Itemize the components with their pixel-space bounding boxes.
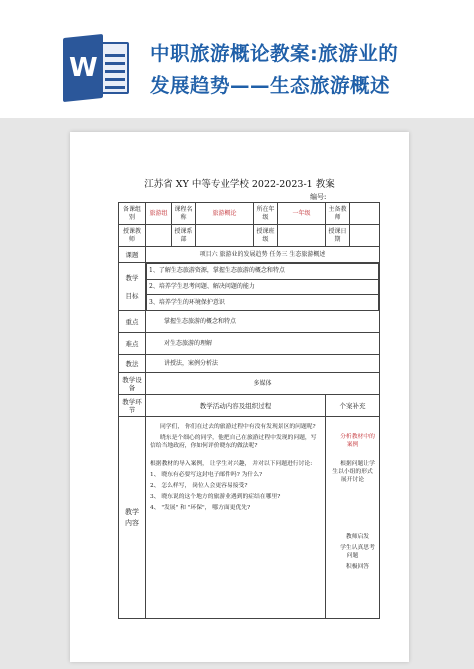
cell-teacher [146, 225, 172, 247]
goal-item: 1、了解生态旅游资源，掌握生态旅游的概念和特点 [147, 264, 379, 280]
table-row [119, 311, 380, 333]
difficulty-value: 对生态旅游的理解 [146, 333, 380, 355]
table-row [119, 333, 380, 355]
content-paragraph: 同学们， 你们在过去的旅游过程中有没有发现景区的问题呢? [160, 424, 316, 430]
goal-item: 2、培养学生思考问题、解决问题的能力 [147, 279, 379, 295]
content-paragraph: 根据教材的导入案例， 让学生对兴趣， 并对以下问题进行讨论: [150, 461, 313, 467]
cell-prep-group: 旅游组 [146, 203, 172, 225]
goals-list [146, 263, 379, 310]
table-row [119, 417, 380, 619]
goals-cell [146, 263, 380, 311]
cell-dept-label: 授课系部 [172, 225, 196, 247]
cell-teacher-label: 授课教师 [119, 225, 146, 247]
word-icon [63, 36, 133, 100]
process-header: 教学活动内容及组织过程 [146, 395, 326, 417]
table-row [119, 247, 380, 263]
content-question: 1、 晓东有必要写这封电子邮件吗? 为什么? [150, 472, 263, 478]
key-point-label: 重点 [119, 311, 146, 333]
supplement-note: 分析教材中的案例 [340, 434, 375, 448]
cell-grade-label: 所在年级 [254, 203, 278, 225]
table-row [119, 355, 380, 373]
supplement-note: 学生认真思考问题 [340, 545, 375, 559]
cell-prep-group-label: 备课组别 [119, 203, 146, 225]
cell-dept [196, 225, 254, 247]
cell-date-label: 授课日期 [326, 225, 350, 247]
difficulty-label: 难点 [119, 333, 146, 355]
equipment-value: 多媒体 [146, 373, 380, 395]
content-question: 3、 晓东说的这个地方的旅游业遇到的症结在哪里? [150, 494, 281, 500]
table-row [119, 395, 380, 417]
method-value: 讲授法，案例分析法 [146, 355, 380, 373]
word-badge [63, 34, 103, 102]
cell-course-label: 课程名称 [172, 203, 196, 225]
supplement-body [326, 417, 380, 619]
goals-label-line-1: 教学 [125, 273, 139, 282]
supplement-note: 根据问题让学生以小组的形式展开讨论 [332, 461, 375, 483]
content-question: 4、 "发展" 和 "环保"， 哪方面更优先? [150, 505, 251, 511]
page-title [150, 38, 470, 102]
teaching-step-label: 教学环节 [119, 395, 146, 417]
cell-lead-teacher-label: 主备教师 [326, 203, 350, 225]
word-letter: W [68, 53, 98, 83]
cell-course: 旅游概论 [196, 203, 254, 225]
document-page [70, 132, 409, 662]
content-paragraph: 晓东是个细心的同学，他把自己在旅游过程中发现的问题，写信给当地政府，你如何评价晓东的做法呢? [150, 435, 317, 449]
supplement-note: 教师启发 [345, 534, 370, 540]
key-point-value: 掌握生态旅游的概念和特点 [146, 311, 380, 333]
cell-class-label: 授课班级 [254, 225, 278, 247]
supplement-header: 个案补充 [326, 395, 380, 417]
lesson-plan-table [118, 202, 380, 619]
cell-class [278, 225, 326, 247]
school-title: 江苏省 XY 中等专业学校 2022-2023-1 教案 [144, 179, 335, 190]
goals-label-line-2: 目标 [125, 291, 139, 300]
table-row [119, 263, 380, 311]
cell-lead-teacher [350, 203, 380, 225]
content-label: 教学内容 [119, 417, 146, 619]
method-label: 教法 [119, 355, 146, 373]
title-line-2: 发展趋势——生态旅游概述 [150, 74, 391, 97]
cell-date [350, 225, 380, 247]
supplement-note: 积极回答 [345, 564, 370, 570]
page-header [0, 0, 474, 118]
cell-grade: 一年级 [278, 203, 326, 225]
table-row [119, 225, 380, 247]
topic-value: 项目六 旅游业的发展趋势 任务三 生态旅游概述 [146, 247, 380, 263]
goals-label [119, 263, 146, 311]
title-line-1: 中职旅游概论教案:旅游业的 [150, 42, 399, 65]
goal-item: 3、培养学生的环境保护意识 [147, 295, 379, 311]
content-question: 2、 怎么样写， 岗位人会更容易接受? [150, 483, 248, 489]
equipment-label: 教学设备 [119, 373, 146, 395]
table-row [119, 373, 380, 395]
number-label: 编号: [310, 193, 327, 201]
table-row [119, 203, 380, 225]
topic-label: 课题 [119, 247, 146, 263]
content-body [146, 417, 326, 619]
